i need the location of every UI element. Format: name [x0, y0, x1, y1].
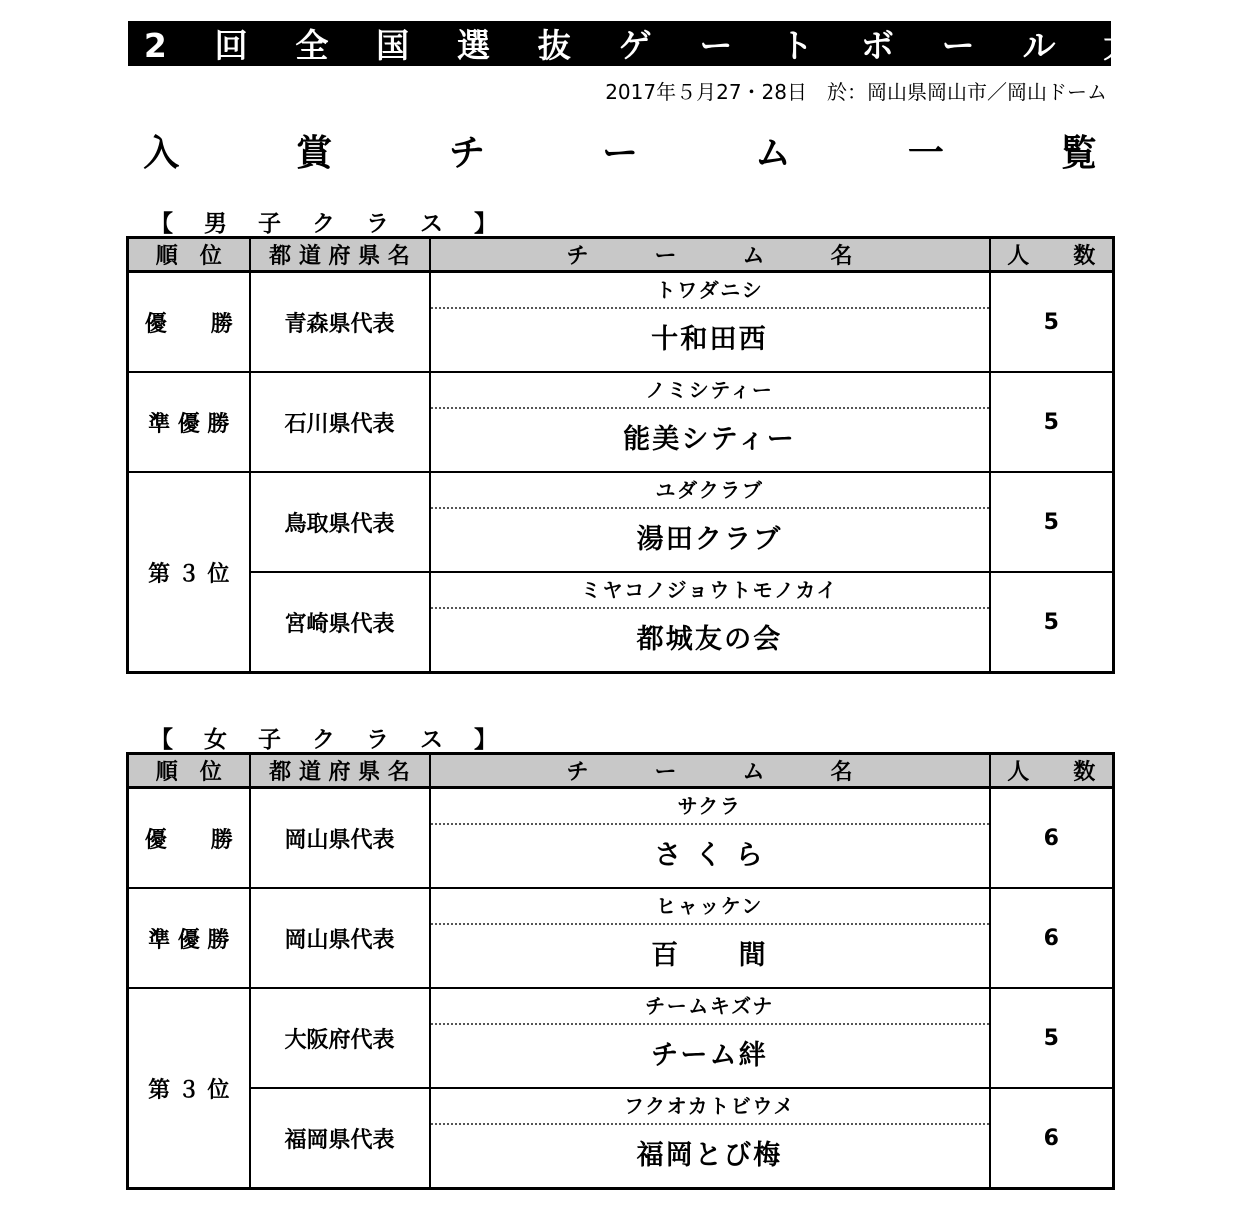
team-cell: [430, 372, 990, 472]
team-kana: ユダクラブ: [431, 473, 989, 509]
team-name: 都城友の会: [636, 624, 783, 655]
team-cell: [430, 788, 990, 889]
column-team: チ ー ム 名: [430, 754, 990, 788]
table-row: [128, 272, 1114, 373]
team-name: 十和田西: [651, 324, 768, 355]
rank-cell: 準 優 勝: [128, 372, 250, 472]
count-cell: 6: [990, 1088, 1114, 1189]
team-kana: ミヤコノジョウトモノカイ: [431, 573, 989, 609]
team-kana: ヒャッケン: [431, 889, 989, 925]
prefecture-cell: 福岡県代表: [250, 1088, 430, 1189]
prefecture-cell: 大阪府代表: [250, 988, 430, 1088]
team-name: チーム絆: [651, 1040, 768, 1071]
rank-cell: 優 勝: [128, 272, 250, 373]
column-count: 人 数: [990, 238, 1114, 272]
team-name: 百 間: [651, 940, 768, 971]
prefecture-cell: 鳥取県代表: [250, 472, 430, 572]
count-cell: 5: [990, 472, 1114, 572]
team-kana: サクラ: [431, 789, 989, 825]
rank-cell: 第 ３ 位: [128, 472, 250, 673]
men-class-label: 【 男 子 ク ラ ス 】: [150, 211, 509, 237]
rank-cell: 第 ３ 位: [128, 988, 250, 1189]
team-name: さ く ら: [654, 840, 765, 871]
column-count: 人 数: [990, 754, 1114, 788]
date-venue: 2017年５月27・28日 於：岡山県岡山市／岡山ドーム: [605, 80, 1107, 104]
event-title: 第 32 回 全 国 選 抜 ゲ ー ト ボ ー ル 大 会: [128, 21, 1111, 66]
team-kana: チームキズナ: [431, 989, 989, 1025]
header-row: [128, 238, 1114, 272]
rank-cell: 優 勝: [128, 788, 250, 889]
count-cell: 6: [990, 888, 1114, 988]
count-cell: 5: [990, 572, 1114, 673]
table-row: [128, 472, 1114, 572]
team-kana: ノミシティー: [431, 373, 989, 409]
column-team: チ ー ム 名: [430, 238, 990, 272]
prefecture-cell: 岡山県代表: [250, 888, 430, 988]
team-cell: [430, 472, 990, 572]
column-rank: 順 位: [128, 754, 250, 788]
prefecture-cell: 青森県代表: [250, 272, 430, 373]
team-kana: フクオカトビウメ: [431, 1089, 989, 1125]
team-kana: トワダニシ: [431, 273, 989, 309]
column-rank: 順 位: [128, 238, 250, 272]
table-row: [128, 788, 1114, 889]
prefecture-cell: 岡山県代表: [250, 788, 430, 889]
header-row: [128, 754, 1114, 788]
column-prefecture: 都 道 府 県 名: [250, 238, 430, 272]
table-row: [128, 1088, 1114, 1189]
women-class-label: 【 女 子 ク ラ ス 】: [150, 727, 509, 753]
team-cell: [430, 572, 990, 673]
prefecture-cell: 宮崎県代表: [250, 572, 430, 673]
count-cell: 5: [990, 372, 1114, 472]
men-results-table: [126, 236, 1115, 674]
team-cell: [430, 888, 990, 988]
list-title: 入 賞 チ ー ム 一 覧: [143, 133, 1149, 174]
count-cell: 5: [990, 272, 1114, 373]
team-name: 湯田クラブ: [636, 524, 783, 555]
table-row: [128, 988, 1114, 1088]
column-prefecture: 都 道 府 県 名: [250, 754, 430, 788]
team-cell: [430, 988, 990, 1088]
count-cell: 6: [990, 788, 1114, 889]
team-name: 能美シティー: [623, 424, 796, 455]
team-cell: [430, 1088, 990, 1189]
table-row: [128, 372, 1114, 472]
team-name: 福岡とび梅: [636, 1140, 783, 1171]
table-row: [128, 572, 1114, 673]
prefecture-cell: 石川県代表: [250, 372, 430, 472]
count-cell: 5: [990, 988, 1114, 1088]
rank-cell: 準 優 勝: [128, 888, 250, 988]
team-cell: [430, 272, 990, 373]
women-results-table: [126, 752, 1115, 1190]
table-row: [128, 888, 1114, 988]
